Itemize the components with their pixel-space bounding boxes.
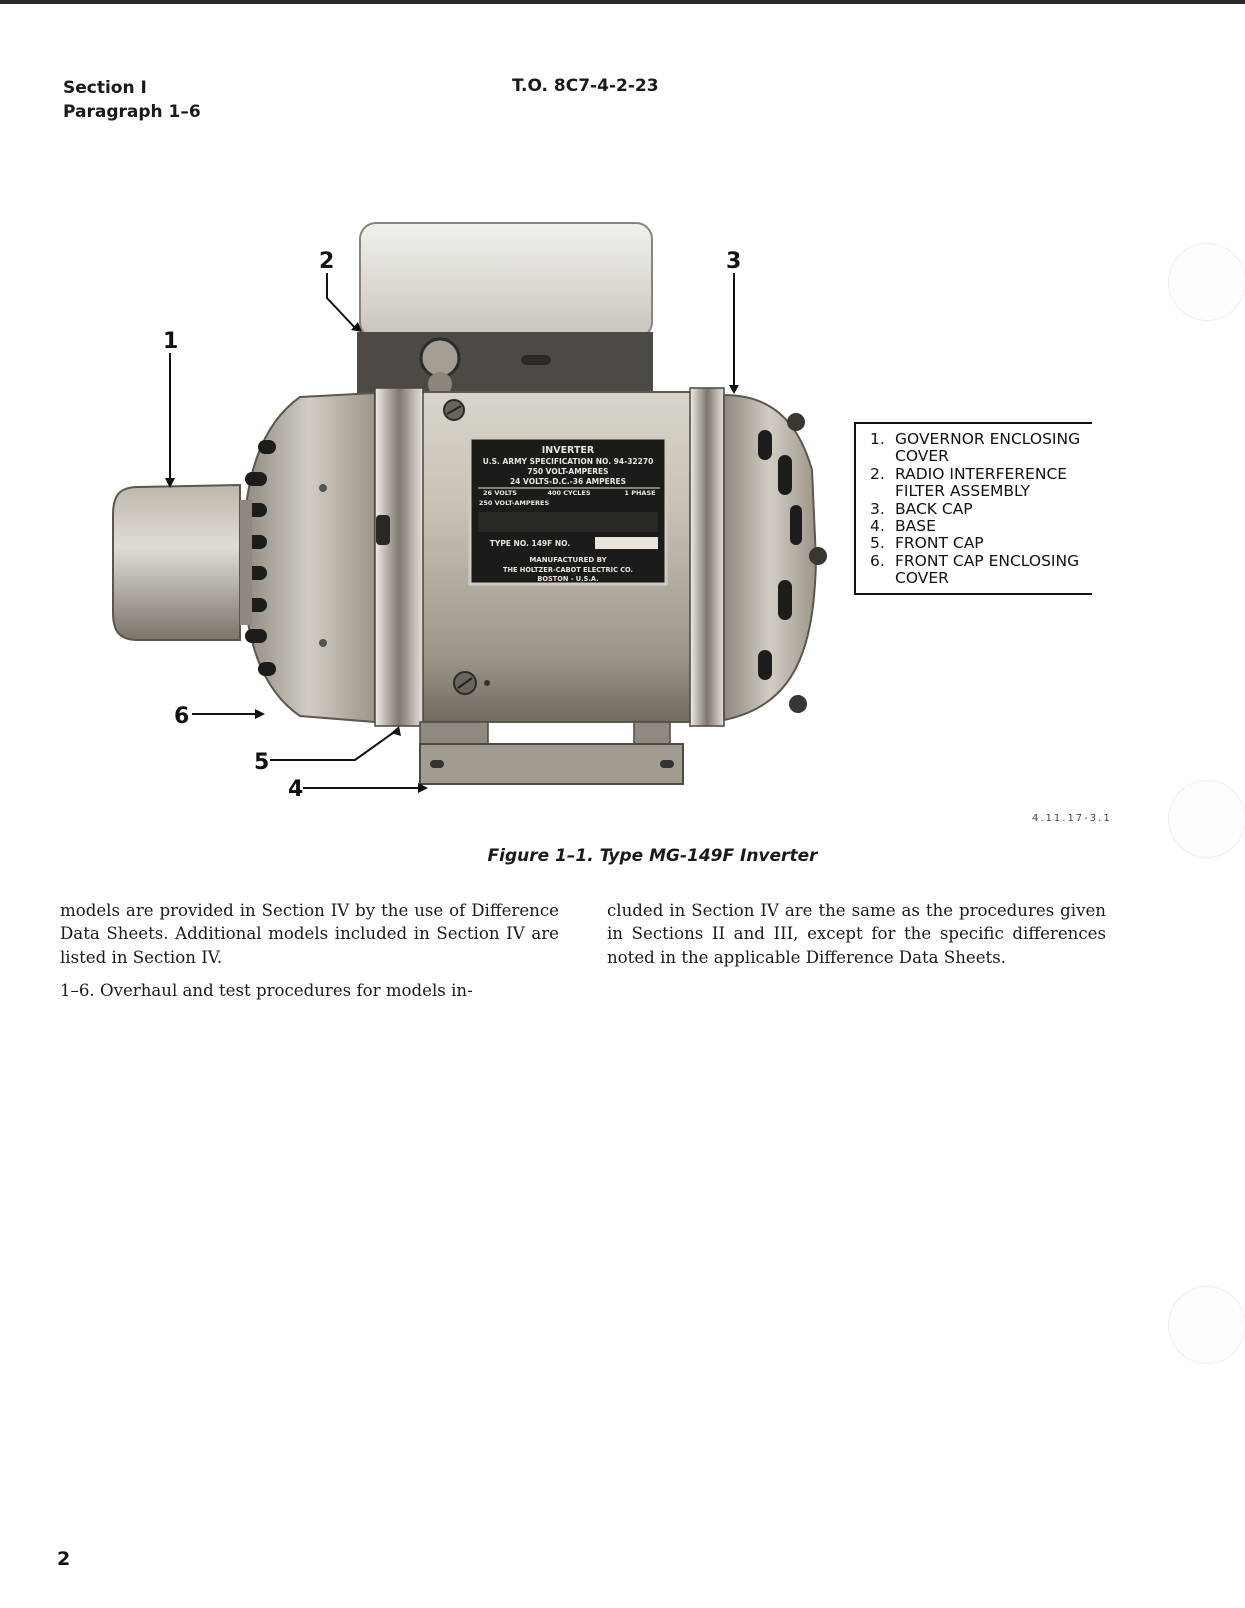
callout-5: 5	[254, 750, 270, 775]
front-band	[375, 388, 423, 726]
figure-id: 4.11.17-3.1	[1032, 813, 1112, 824]
callout-3: 3	[726, 249, 742, 274]
legend-item: 2. RADIO INTERFERENCE FILTER ASSEMBLY	[870, 464, 1068, 501]
legend-item: 3. BACK CAP	[870, 499, 973, 518]
callout-1: 1	[163, 329, 179, 354]
svg-text:MANUFACTURED BY: MANUFACTURED BY	[529, 556, 607, 564]
to-number: T.O. 8C7-4-2-23	[512, 76, 659, 96]
svg-text:BOSTON - U.S.A.: BOSTON - U.S.A.	[537, 575, 599, 583]
punch-hole	[1168, 1286, 1245, 1364]
legend-item: 1. GOVERNOR ENCLOSING COVER	[870, 430, 1081, 466]
legend-item: 6. FRONT CAP ENCLOSING COVER	[870, 551, 1080, 588]
figure-legend	[854, 422, 1092, 595]
svg-text:26 VOLTS: 26 VOLTS	[483, 489, 517, 497]
page-number: 2	[57, 1548, 71, 1570]
figure-caption: Figure 1–1. Type MG-149F Inverter	[487, 846, 818, 866]
svg-text:400 CYCLES: 400 CYCLES	[547, 489, 591, 497]
body-column-right	[607, 899, 1106, 979]
svg-text:250 VOLT-AMPERES: 250 VOLT-AMPERES	[478, 499, 550, 507]
svg-text:INVERTER: INVERTER	[541, 445, 595, 456]
legend-item: 5. FRONT CAP	[870, 534, 984, 553]
svg-text:TYPE NO. 149F NO.: TYPE NO. 149F NO.	[489, 539, 571, 548]
legend-item: 4. BASE	[870, 517, 936, 536]
governor-cover	[113, 485, 240, 640]
body-paragraph: models are provided in Section IV by the use of Difference Data Sheets. Additional models included in Section IV are listed in Section IV.	[60, 901, 559, 967]
base-left-foot	[420, 722, 488, 744]
filter-box-cover	[360, 223, 652, 338]
svg-text:750 VOLT-AMPERES: 750 VOLT-AMPERES	[527, 467, 609, 476]
svg-text:U.S. ARMY SPECIFICATION NO. 94: U.S. ARMY SPECIFICATION NO. 94-32270	[482, 457, 654, 466]
callout-2: 2	[319, 249, 335, 274]
svg-text:THE HOLTZER-CABOT ELECTRIC CO.: THE HOLTZER-CABOT ELECTRIC CO.	[502, 566, 634, 574]
punch-hole	[1168, 780, 1245, 858]
rear-band	[690, 388, 724, 726]
punch-hole	[1168, 243, 1245, 321]
base-right-foot	[634, 722, 670, 744]
paragraph-label: Paragraph 1–6	[63, 102, 201, 122]
section-label: Section I	[63, 78, 147, 98]
svg-text:24 VOLTS-D.C.-36 AMPERES: 24 VOLTS-D.C.-36 AMPERES	[509, 477, 627, 486]
body-column-left	[60, 899, 559, 1013]
svg-text:1 PHASE: 1 PHASE	[624, 489, 656, 497]
callout-4: 4	[288, 777, 304, 802]
callout-6: 6	[174, 704, 190, 729]
body-paragraph: cluded in Section IV are the same as the procedures given in Sections II and III, except for the specific differences noted in the applicable Difference Data Sheets.	[607, 901, 1106, 967]
base-plate	[420, 744, 683, 784]
body-paragraph-1-6: 1–6. Overhaul and test procedures for models in-	[60, 981, 473, 1001]
